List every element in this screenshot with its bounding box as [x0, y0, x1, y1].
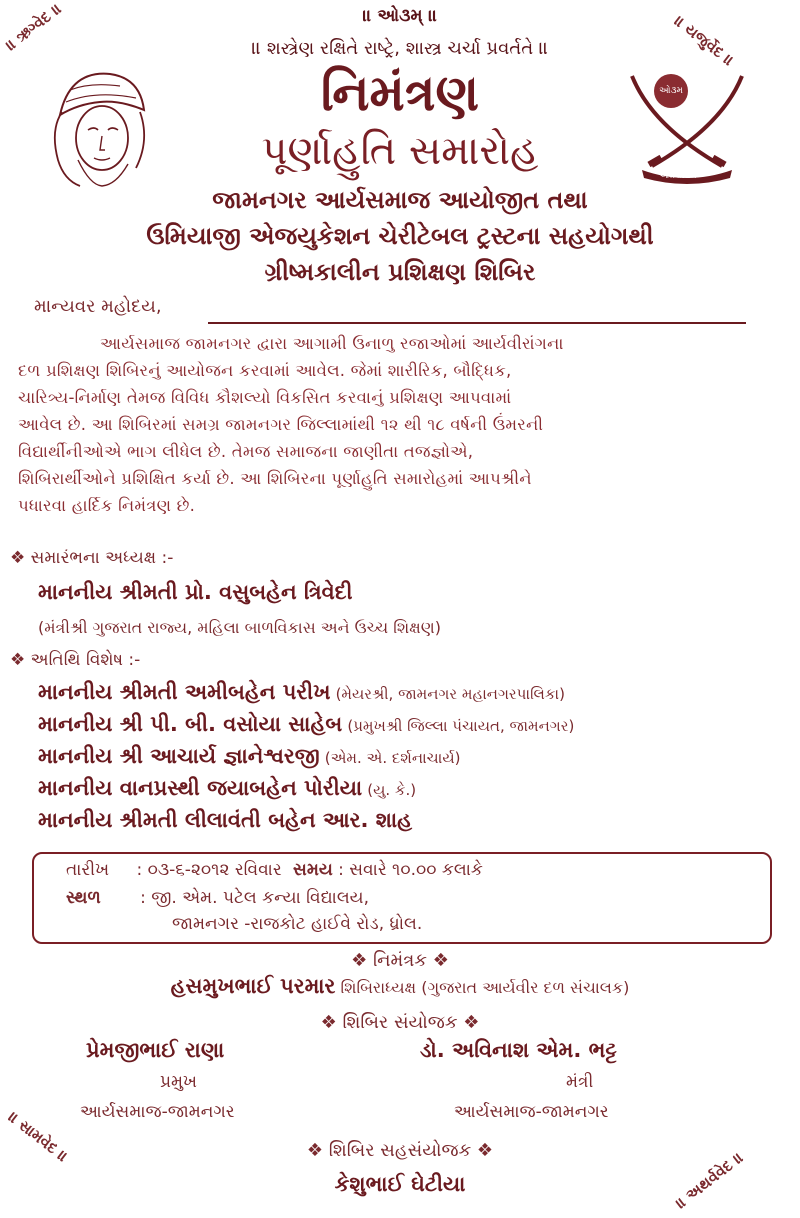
coordinators-label: ❖ શિબિર સંયોજક ❖	[320, 1012, 480, 1033]
date-row	[66, 860, 483, 880]
time-value: : સવારે ૧૦.૦૦ કલાકે	[338, 860, 483, 880]
coordinator-left-role: પ્રમુખ	[160, 1072, 198, 1092]
coordinator-right-org: આર્યસમાજ-જામનગર	[454, 1102, 609, 1122]
subtitle-purnahuti: પૂર્ણાહુતિ સમારોહ	[261, 128, 539, 174]
paragraph-line: આર્યસમાજ જામનગર દ્વારા આગામી ઉનાળુ રજાઓમાં આર્યવીરાંગના	[100, 334, 564, 353]
guests-label: ❖ અતિથિ વિશેષ :-	[10, 650, 141, 670]
paragraph-line: શિબિરાર્થીઓને પ્રશિક્ષિત કર્યા છે. આ શિબિરના પૂર્ણાહુતિ સમારોહમાં આપશ્રીને	[18, 469, 532, 488]
coordinator-left-org: આર્યસમાજ-જામનગર	[80, 1102, 235, 1122]
paragraph-line: આવેલ છે. આ શિબિરમાં સમગ્ર જામનગર જિલ્લામાંથી ૧૨ થી ૧૮ વર્ષની ઉંમરની	[18, 415, 544, 434]
guest-detail: (પ્રમુખશ્રી જિલ્લા પંચાયત, જામનગર)	[347, 717, 575, 735]
time-label: સમય	[293, 860, 333, 880]
emblem-ribbon: આર્યવીર દળ	[660, 172, 697, 180]
president-detail: (મંત્રીશ્રી ગુજરાત રાજ્ય, મહિલા બાળવિકાસ અને ઉચ્ચ શિક્ષણ)	[38, 618, 441, 637]
inviter-detail: શિબિરાધ્યક્ષ (ગુજરાત આર્યવીર દળ સંચાલક)	[340, 978, 630, 997]
president-label: ❖ સમારંભના અધ્યક્ષ :-	[10, 548, 174, 568]
salutation-underline	[208, 322, 746, 324]
president-name: માનનીય શ્રીમતી પ્રો. વસુબહેન ત્રિવેદી	[38, 580, 353, 604]
om-heading: ॥ ઓ૩મ્ ॥	[362, 6, 438, 26]
paragraph-line: ચારિત્ર્ય-નિર્માણ તેમજ વિવિધ કૌશલ્યો વિકસિત કરવાનું પ્રશિક્ષણ આપવામાં	[18, 388, 512, 407]
org-line-1: જામનગર આર્યસમાજ આયોજીત તથા	[212, 186, 588, 214]
salutation: માન્યવર મહોદય,	[34, 296, 162, 317]
guest-row	[38, 776, 416, 801]
guest-row	[38, 680, 565, 705]
inviter-name: હસમુખભાઈ પરમાર	[170, 974, 336, 998]
inviter-row	[0, 974, 800, 999]
guest-name: માનનીય વાનપ્રસ્થી જયાબહેન પોરીયા	[38, 776, 363, 800]
paragraph-line: દળ પ્રશિક્ષણ શિબિરનું આયોજન કરવામાં આવેલ. જેમાં શારીરિક, બૌદ્ધિક,	[18, 361, 512, 380]
guest-name: માનનીય શ્રીમતી અમીબહેન પરીખ	[38, 680, 331, 704]
guest-name: માનનીય શ્રી પી. બી. વસોયા સાહેબ	[38, 712, 343, 736]
emblem-om: ઓ૩મ	[654, 74, 688, 108]
corner-samaveda: ॥ સામવેદ ॥	[4, 1108, 72, 1166]
co-coordinator-name: કેશુભાઈ ઘેટીયા	[334, 1172, 466, 1196]
place-label: સ્થળ	[66, 888, 101, 908]
place-row	[66, 888, 369, 908]
guest-detail: (યુ. કે.)	[367, 781, 417, 799]
paragraph-line: વિદ્યાર્થીનીઓએ ભાગ લીધેલ છે. તેમજ સમાજના જાણીતા તજજ્ઞોએ,	[18, 442, 474, 461]
coordinator-right-role: મંત્રી	[566, 1072, 594, 1092]
guest-detail: (મેયરશ્રી, જામનગર મહાનગરપાલિકા)	[335, 685, 565, 703]
corner-atharvaveda: ॥ અથર્વવેદ ॥	[672, 1148, 747, 1213]
title-nimantran: નિમંત્રણ	[320, 64, 480, 122]
org-line-3: ગ્રીષ્મકાલીન પ્રશિક્ષણ શિબિર	[264, 258, 536, 286]
org-line-2: ઉમિયાજી એજયુકેશન ચેરીટેબલ ટ્રસ્ટના સહયોગથી	[146, 222, 654, 250]
date-value: : ૦૩-૬-૨૦૧૨ રવિવાર	[136, 860, 282, 880]
guest-row	[38, 808, 412, 833]
inviter-label: ❖ નિમંત્રક ❖	[351, 950, 449, 971]
date-label: તારીખ	[66, 860, 110, 880]
corner-rigveda: ॥ ઋગ્વેદ ॥	[2, 0, 65, 55]
guest-row	[38, 712, 574, 737]
co-coordinator-label: ❖ શિબિર સહસંયોજક ❖	[306, 1140, 494, 1161]
place-line-2: જામનગર -રાજકોટ હાઈવે રોડ, ધ્રોલ.	[172, 914, 423, 934]
coordinator-left-name: પ્રેમજીભાઈ રાણા	[86, 1038, 225, 1062]
shloka-line: ॥ શસ્ત્રેણ રક્ષિતે રાષ્ટ્રે, શાસ્ત્ર ચર્ચા પ્રવર્તતે ॥	[251, 38, 549, 59]
guest-name: માનનીય શ્રી આચાર્ય જ્ઞાનેશ્વરજી	[38, 744, 320, 768]
corner-yajurveda: ॥ યજુર્વેદ ॥	[670, 12, 738, 70]
paragraph-line: પધારવા હાર્દિક નિમંત્રણ છે.	[18, 496, 196, 515]
guest-row	[38, 744, 461, 769]
guest-name: માનનીય શ્રીમતી લીલાવંતી બહેન આર. શાહ	[38, 808, 413, 832]
guest-detail: (એમ. એ. દર્શનાચાર્ય)	[324, 749, 461, 767]
place-line-1: : જી. એમ. પટેલ કન્યા વિદ્યાલય,	[140, 888, 369, 908]
coordinator-right-name: ડો. અવિનાશ એમ. ભટ્ટ	[420, 1038, 617, 1062]
